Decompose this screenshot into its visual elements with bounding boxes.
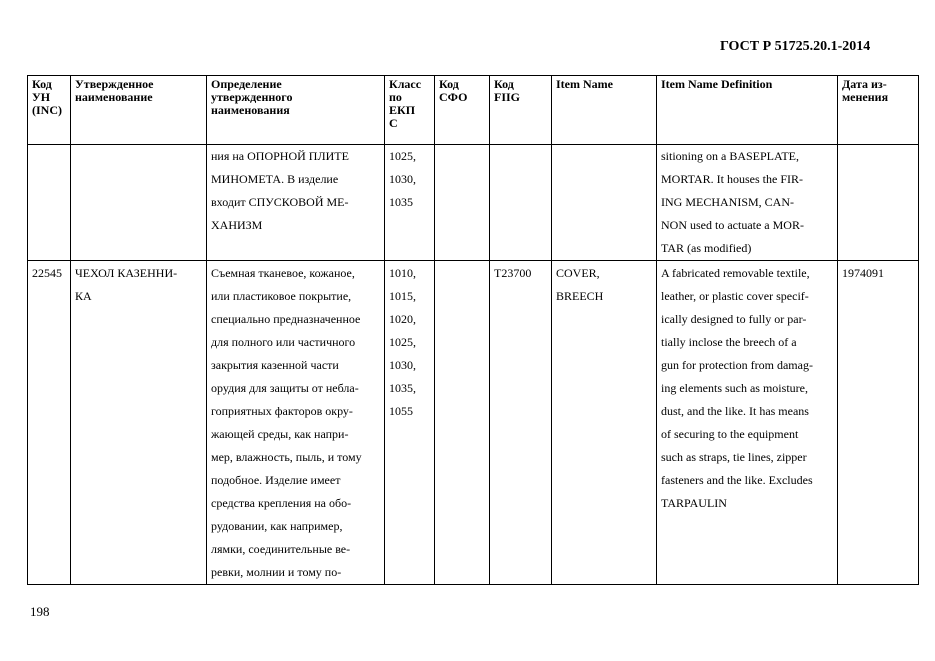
cell-line: 1974091: [842, 266, 884, 280]
document-code: ГОСТ Р 51725.20.1-2014: [720, 39, 871, 54]
cell-line: или пластиковое покрытие,: [211, 289, 352, 303]
cell-line: TARPAULIN: [661, 496, 727, 510]
cell-line: sitioning on a BASEPLATE,: [661, 149, 800, 163]
header-fiig: [490, 76, 552, 145]
cell-line: рудовании, как например,: [211, 519, 343, 533]
header-line: Дата из-: [842, 77, 887, 91]
cell-line: gun for protection from damag-: [661, 358, 813, 372]
header-line: FIIG: [494, 90, 521, 104]
cell-line: 22545: [32, 266, 62, 280]
cell-line: для полного или частичного: [211, 335, 356, 349]
cell-definition: [207, 145, 385, 261]
cell-line: жающей среды, как напри-: [211, 427, 349, 441]
cell-line: закрытия казенной части: [211, 358, 339, 372]
header-line: Утвержденное: [75, 77, 154, 91]
header-line: УН: [32, 90, 51, 104]
catalog-table: [27, 75, 919, 585]
cell-line: ревки, молнии и тому по-: [211, 565, 342, 579]
cell-line: dust, and the like. It has means: [661, 404, 809, 418]
cell-item-name-definition: [657, 145, 838, 261]
cell-fiig: [490, 145, 552, 261]
cell-inc: [28, 261, 71, 585]
cell-line: ния на ОПОРНОЙ ПЛИТЕ: [211, 149, 349, 163]
cell-line: 1010,: [389, 266, 416, 280]
header-inc: [28, 76, 71, 145]
header-line: Item Name Definition: [661, 77, 773, 91]
header-change-date: [838, 76, 919, 145]
table-row: [28, 145, 919, 261]
cell-line: Съемная тканевое, кожаное,: [211, 266, 355, 280]
header-line: Item Name: [556, 77, 613, 91]
header-line: по: [389, 90, 402, 104]
cell-line: BREECH: [556, 289, 604, 303]
cell-line: COVER,: [556, 266, 600, 280]
cell-approved-name: [71, 261, 207, 585]
cell-line: tially inclose the breech of a: [661, 335, 797, 349]
cell-line: 1035,: [389, 381, 416, 395]
header-line: СФО: [439, 90, 468, 104]
header-definition: [207, 76, 385, 145]
cell-line: 1030,: [389, 358, 416, 372]
cell-line: входит СПУСКОВОЙ МЕ-: [211, 195, 349, 209]
header-item-name-definition: [657, 76, 838, 145]
header-sfo: [435, 76, 490, 145]
header-approved-name: [71, 76, 207, 145]
cell-line: such as straps, tie lines, zipper: [661, 450, 807, 464]
table-row: [28, 261, 919, 585]
cell-line: средства крепления на обо-: [211, 496, 352, 510]
header-line: наименования: [211, 103, 290, 117]
cell-item-name: [552, 145, 657, 261]
cell-line: 1055: [389, 404, 413, 418]
cell-line: 1035: [389, 195, 413, 209]
cell-line: ЧЕХОЛ КАЗЕННИ-: [75, 266, 178, 280]
cell-line: TAR (as modified): [661, 241, 752, 255]
cell-line: A fabricated removable textile,: [661, 266, 810, 280]
header-line: утвержденного: [211, 90, 293, 104]
cell-line: 1025,: [389, 149, 416, 163]
cell-line: 1025,: [389, 335, 416, 349]
cell-sfo: [435, 145, 490, 261]
cell-line: мер, влажность, пыль, и тому: [211, 450, 362, 464]
cell-item-name-definition: [657, 261, 838, 585]
cell-line: 1020,: [389, 312, 416, 326]
cell-line: ing elements such as moisture,: [661, 381, 808, 395]
cell-line: ХАНИЗМ: [211, 218, 263, 232]
cell-line: MORTAR. It houses the FIR-: [661, 172, 803, 186]
cell-line: МИНОМЕТА. В изделие: [211, 172, 339, 186]
header-item-name: [552, 76, 657, 145]
cell-class: [385, 261, 435, 585]
cell-definition: [207, 261, 385, 585]
header-line: Класс: [389, 77, 422, 91]
cell-line: 1030,: [389, 172, 416, 186]
cell-line: NON used to actuate a MOR-: [661, 218, 804, 232]
header-line: ЕКП: [389, 103, 416, 117]
cell-line: ically designed to fully or par-: [661, 312, 807, 326]
cell-line: орудия для защиты от небла-: [211, 381, 359, 395]
cell-change-date: [838, 261, 919, 585]
cell-item-name: [552, 261, 657, 585]
header-line: С: [389, 116, 398, 130]
header-line: Код: [494, 77, 514, 91]
cell-line: подобное. Изделие имеет: [211, 473, 341, 487]
cell-line: T23700: [494, 266, 532, 280]
cell-fiig: [490, 261, 552, 585]
header-line: Определение: [211, 77, 282, 91]
cell-line: специально предназначенное: [211, 312, 361, 326]
cell-line: гоприятных факторов окру-: [211, 404, 353, 418]
cell-line: лямки, соединительные ве-: [211, 542, 351, 556]
header-class: [385, 76, 435, 145]
cell-change-date: [838, 145, 919, 261]
cell-approved-name: [71, 145, 207, 261]
page-number: 198: [30, 604, 50, 619]
cell-inc: [28, 145, 71, 261]
header-line: Код: [439, 77, 459, 91]
cell-sfo: [435, 261, 490, 585]
header-line: Код: [32, 77, 52, 91]
cell-line: fasteners and the like. Excludes: [661, 473, 813, 487]
cell-line: of securing to the equipment: [661, 427, 799, 441]
header-line: (INC): [32, 103, 62, 117]
cell-class: [385, 145, 435, 261]
cell-line: 1015,: [389, 289, 416, 303]
cell-line: leather, or plastic cover specif-: [661, 289, 809, 303]
cell-line: КА: [75, 289, 92, 303]
table-header-row: [28, 76, 919, 145]
header-line: менения: [842, 90, 889, 104]
cell-line: ING MECHANISM, CAN-: [661, 195, 795, 209]
header-line: наименование: [75, 90, 153, 104]
